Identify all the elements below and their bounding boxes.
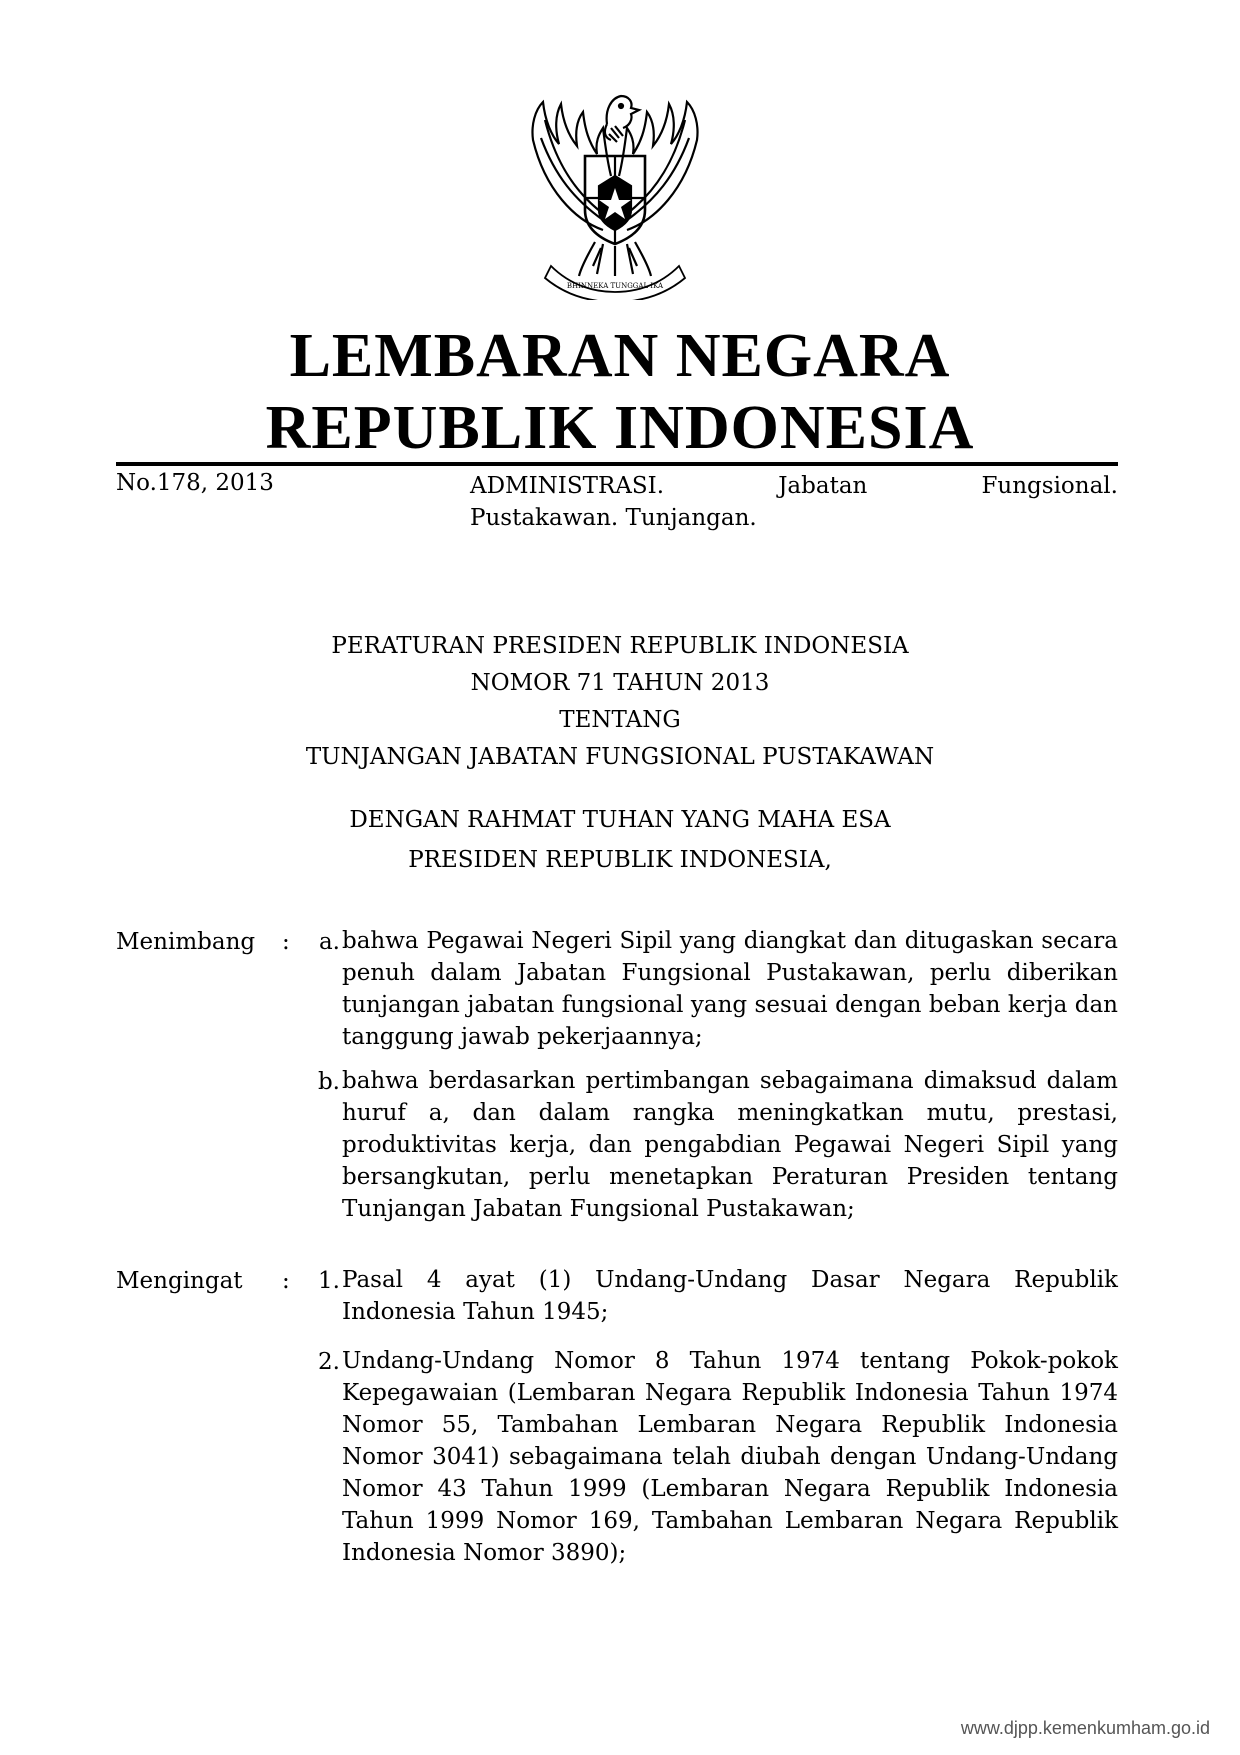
menimbang-colon: :	[282, 929, 290, 955]
mengingat-marker-1: 1.	[318, 1268, 340, 1294]
issue-subject-line-1	[470, 470, 1118, 502]
masthead-line-2: REPUBLIK INDONESIA	[265, 394, 975, 462]
preamble-line-2: PRESIDEN REPUBLIK INDONESIA,	[408, 847, 832, 873]
masthead-divider	[116, 462, 1118, 466]
mengingat-label: Mengingat	[116, 1268, 243, 1294]
mengingat-clause-1: Pasal 4 ayat (1) Undang-Undang Dasar Negara Republik Indonesia Tahun 1945;	[342, 1267, 1118, 1325]
mengingat-clause-2: Undang-Undang Nomor 8 Tahun 1974 tentang Pokok-pokok Kepegawaian (Lembaran Negara Republik Indonesia Tahun 1974 Nomor 55, Tambahan Lembaran Negara Republik Indonesia Nomor 3041) sebagaimana telah diubah dengan Undang-Undang Nomor 43 Tahun 1999 (Lembaran Negara Republik Indonesia Tahun 1999 Nomor 169, Tambahan Lembaran Negara Republik Indonesia Nomor 3890);	[342, 1348, 1118, 1566]
subject-word-3: Fungsional.	[981, 473, 1118, 499]
menimbang-clause-b: bahwa berdasarkan pertimbangan sebagaimana dimaksud dalam huruf a, dan dalam rangka meningkatkan mutu, prestasi, produktivitas kerja, dan pengabdian Pegawai Negeri Sipil yang bersangkutan, perlu menetapkan Peraturan Presiden tentang Tunjangan Jabatan Fungsional Pustakawan;	[342, 1068, 1118, 1222]
menimbang-clause-a: bahwa Pegawai Negeri Sipil yang diangkat dan ditugaskan secara penuh dalam Jabatan Fungsional Pustakawan, perlu diberikan tunjangan jabatan fungsional yang sesuai dengan beban kerja dan tanggung jawab pekerjaannya;	[342, 928, 1118, 1050]
menimbang-marker-a: a.	[318, 929, 340, 955]
title-line-4: TUNJANGAN JABATAN FUNGSIONAL PUSTAKAWAN	[305, 744, 935, 770]
issue-subject	[470, 470, 1118, 534]
emblem-motto: BHINNEKA TUNGGAL IKA	[566, 282, 664, 290]
regulation-title	[0, 628, 1240, 776]
mengingat-marker-2: 2.	[318, 1349, 340, 1375]
menimbang-marker-b: b.	[317, 1069, 340, 1095]
menimbang-label: Menimbang	[116, 929, 256, 955]
issue-subject-line-2: Pustakawan. Tunjangan.	[470, 505, 757, 531]
subject-word-1: ADMINISTRASI.	[470, 473, 665, 499]
source-url: www.djpp.kemenkumham.go.id	[960, 1718, 1210, 1738]
preamble	[0, 800, 1240, 880]
title-line-1: PERATURAN PRESIDEN REPUBLIK INDONESIA	[331, 633, 909, 659]
mengingat-colon: :	[282, 1268, 290, 1294]
garuda-pancasila-emblem-icon	[515, 80, 715, 300]
title-line-2: NOMOR 71 TAHUN 2013	[470, 670, 770, 696]
subject-word-2: Jabatan	[778, 473, 868, 499]
title-line-3: TENTANG	[559, 707, 681, 733]
issue-number: No.178, 2013	[116, 470, 274, 496]
masthead-line-1: LEMBARAN NEGARA	[289, 322, 951, 390]
preamble-line-1: DENGAN RAHMAT TUHAN YANG MAHA ESA	[349, 807, 891, 833]
